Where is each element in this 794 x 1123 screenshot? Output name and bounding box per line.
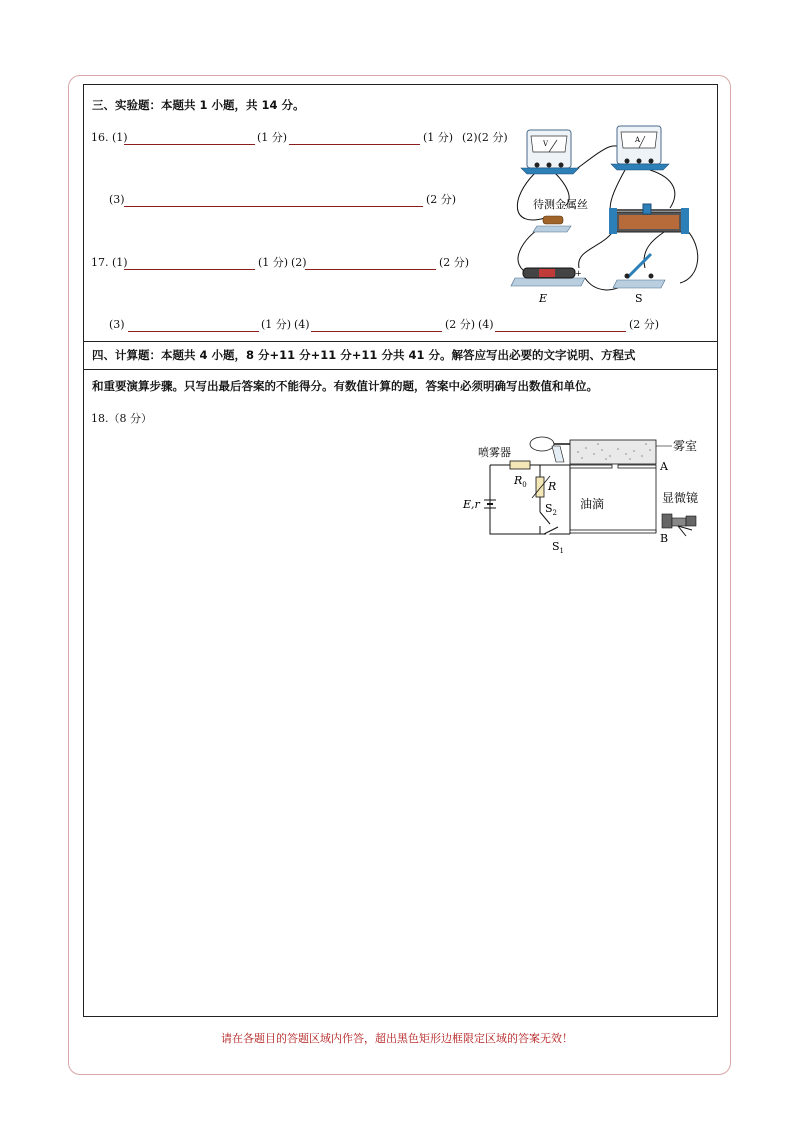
svg-text:+: + (575, 269, 582, 278)
battery-label: E (539, 292, 548, 305)
q16-answer-1b[interactable] (289, 144, 420, 145)
footer-notice: 请在各题目的答题区域内作答，超出黑色矩形边框限定区域的答案无效！ (221, 1032, 573, 1045)
fog-chamber-label: 雾室 (673, 439, 698, 453)
q18-label: 18.（8 分） (91, 412, 152, 425)
oil-drop-label: 油滴 (580, 497, 605, 511)
r0-label (513, 474, 527, 489)
q17-part3: (3) (109, 318, 125, 331)
voltmeter-label: V (543, 140, 549, 148)
s2-label-sub: 2 (552, 509, 558, 517)
section4-heading-line1: 四、计算题：本题共 4 小题，8 分+11 分+11 分+11 分共 41 分。解答应写出必要的文字说明、方程式 (92, 348, 636, 362)
s1-label (552, 540, 564, 555)
section4-heading-line2: 和重要演算步骤。只写出最后答案的不能得分。有数值计算的题，答案中必须明确写出数值和单位。 (92, 379, 598, 393)
q17-score-3: (1 分) (261, 318, 292, 331)
ammeter-icon (611, 126, 669, 170)
q16-part2: (2)(2 分) (462, 131, 508, 144)
plate-b-label: B (660, 532, 669, 545)
q17-score-4a: (2 分) (445, 318, 476, 331)
rheostat-icon (609, 204, 689, 234)
q17-label: 17. (1) (91, 256, 128, 269)
ammeter-label: A (635, 136, 641, 144)
s2-label (545, 502, 557, 517)
s1-label-sub: 1 (559, 547, 565, 555)
s2-label-main: S (545, 502, 553, 515)
battery-er-label: E,r (463, 498, 480, 511)
q17-answer-4b[interactable] (495, 331, 626, 332)
q16-answer-1a[interactable] (124, 144, 255, 145)
plate-a-label: A (660, 460, 668, 473)
q17-score-1: (1 分) (258, 256, 289, 269)
switch-label: S (635, 292, 643, 305)
section3-heading: 三、实验题：本题共 1 小题，共 14 分。 (92, 98, 305, 112)
switch-icon (613, 254, 665, 305)
q16-answer-3[interactable] (124, 206, 423, 207)
q17-answer-1[interactable] (124, 269, 255, 270)
q16-part3: (3) (109, 193, 125, 206)
circuit-figure (505, 118, 710, 310)
q17-part2: (2) (291, 256, 307, 269)
q16-score-3: (2 分) (426, 193, 457, 206)
q17-answer-4a[interactable] (311, 331, 442, 332)
section-divider-top (83, 341, 718, 342)
voltmeter-icon (521, 130, 579, 174)
s1-label-main: S (552, 540, 560, 553)
q17-score-2: (2 分) (439, 256, 470, 269)
q17-answer-3[interactable] (128, 331, 259, 332)
sprayer-label: 喷雾器 (478, 446, 511, 459)
section-divider-bottom (83, 369, 718, 370)
q16-score-1a: (1 分) (257, 131, 288, 144)
q16-label: 16. (1) (91, 131, 128, 144)
battery-icon (511, 268, 585, 305)
q17-part4a: (4) (294, 318, 310, 331)
q17-score-4b: (2 分) (629, 318, 660, 331)
q16-score-1b: (1 分) (423, 131, 454, 144)
r0-label-main: R (514, 474, 523, 487)
r0-label-sub: 0 (522, 481, 527, 489)
microscope-label: 显微镜 (662, 491, 699, 505)
metal-wire-icon (533, 216, 571, 232)
wire-label: 待测金属丝 (533, 198, 588, 211)
q17-part4b: (4) (478, 318, 494, 331)
q17-answer-2[interactable] (305, 269, 436, 270)
millikan-figure (460, 432, 710, 556)
r-label: R (548, 480, 557, 493)
